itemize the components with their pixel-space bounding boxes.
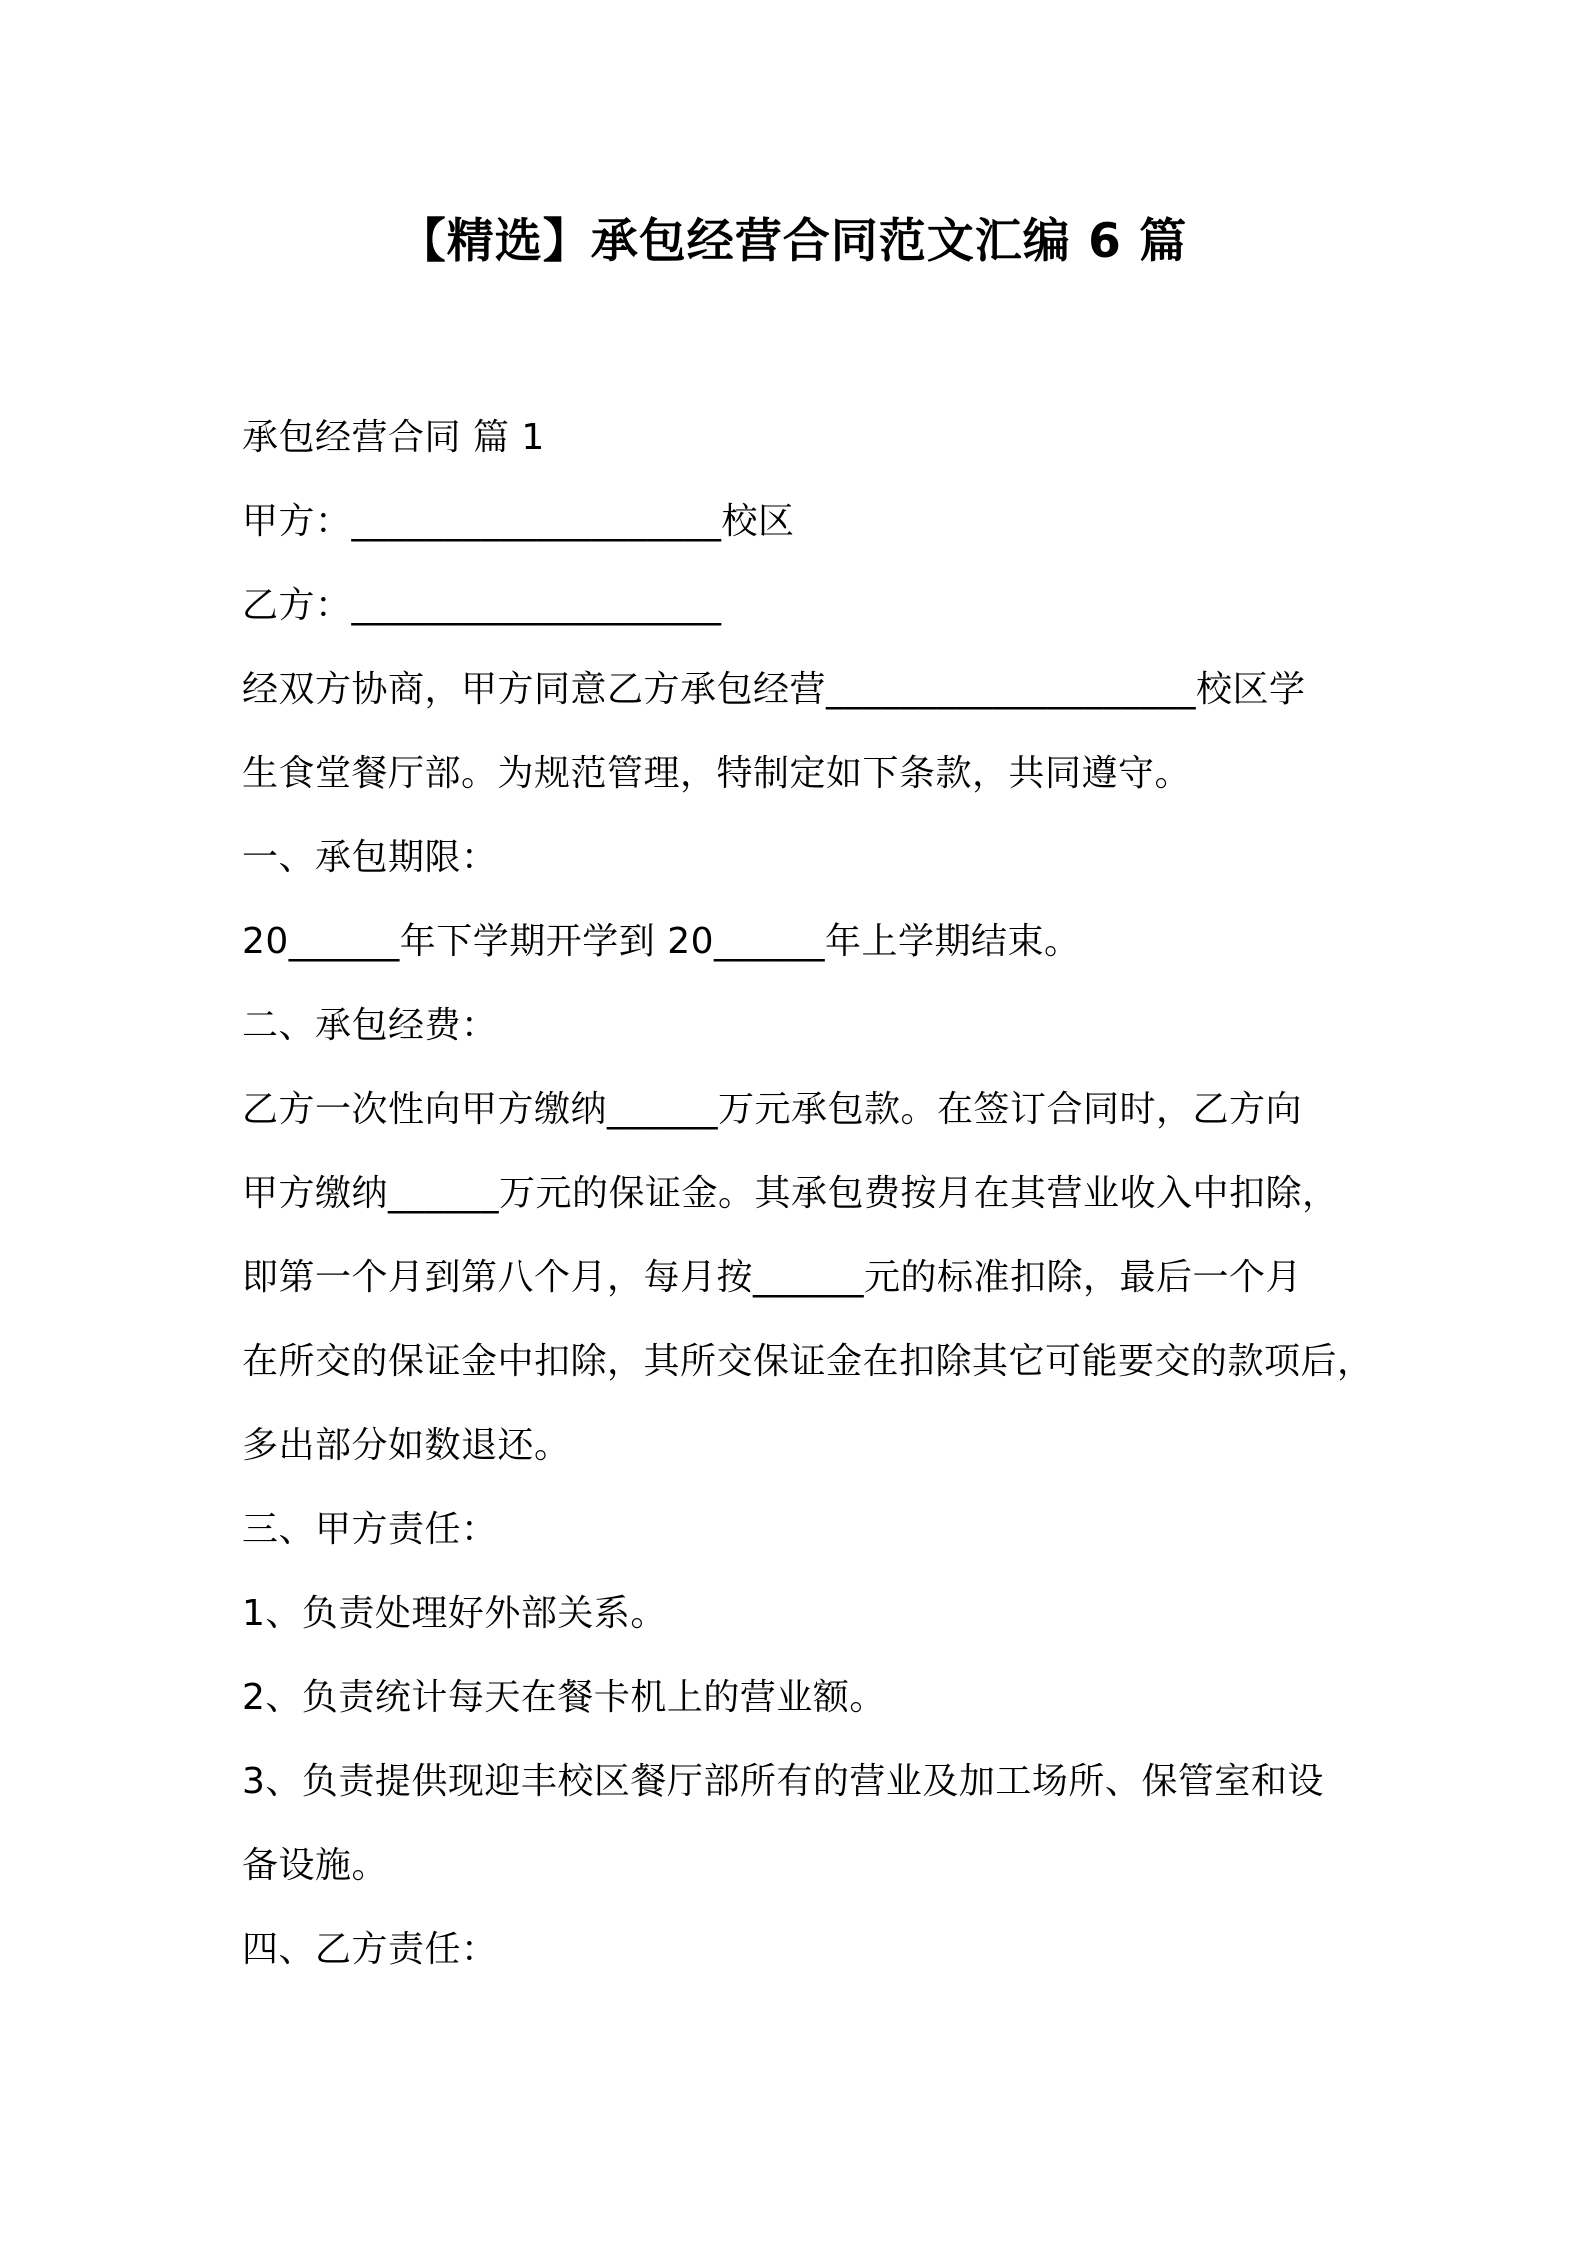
party-a-line: 甲方：____________________校区 bbox=[242, 501, 795, 542]
list-item: 2、负责统计每天在餐卡机上的营业额。 bbox=[242, 1677, 886, 1718]
document-title: 【精选】承包经营合同范文汇编 6 篇 bbox=[398, 214, 1188, 269]
paragraph-line: 备设施。 bbox=[242, 1845, 389, 1886]
clause-heading-party-b: 四、乙方责任： bbox=[242, 1929, 498, 1970]
paragraph-line: 多出部分如数退还。 bbox=[242, 1425, 571, 1466]
list-item: 1、负责处理好外部关系。 bbox=[242, 1593, 667, 1634]
section-heading-part-1: 承包经营合同 篇 1 bbox=[242, 417, 545, 458]
paragraph-line: 在所交的保证金中扣除，其所交保证金在扣除其它可能要交的款项后， bbox=[242, 1341, 1374, 1382]
paragraph-line: 即第一个月到第八个月，每月按______元的标准扣除，最后一个月 bbox=[242, 1257, 1303, 1298]
paragraph-line: 乙方一次性向甲方缴纳______万元承包款。在签订合同时，乙方向 bbox=[242, 1089, 1303, 1130]
clause-heading-party-a: 三、甲方责任： bbox=[242, 1509, 498, 1550]
paragraph-line: 经双方协商，甲方同意乙方承包经营____________________校区学 bbox=[242, 669, 1306, 710]
list-item: 3、负责提供现迎丰校区餐厅部所有的营业及加工场所、保管室和设 bbox=[242, 1761, 1324, 1802]
clause-heading-term: 一、承包期限： bbox=[242, 837, 498, 878]
paragraph-line: 甲方缴纳______万元的保证金。其承包费按月在其营业收入中扣除， bbox=[242, 1173, 1339, 1214]
clause-heading-fee: 二、承包经费： bbox=[242, 1005, 498, 1046]
paragraph-line: 20______年下学期开学到 20______年上学期结束。 bbox=[242, 921, 1081, 962]
party-b-line: 乙方：____________________ bbox=[242, 585, 722, 626]
paragraph-line: 生食堂餐厅部。为规范管理，特制定如下条款，共同遵守。 bbox=[242, 753, 1192, 794]
